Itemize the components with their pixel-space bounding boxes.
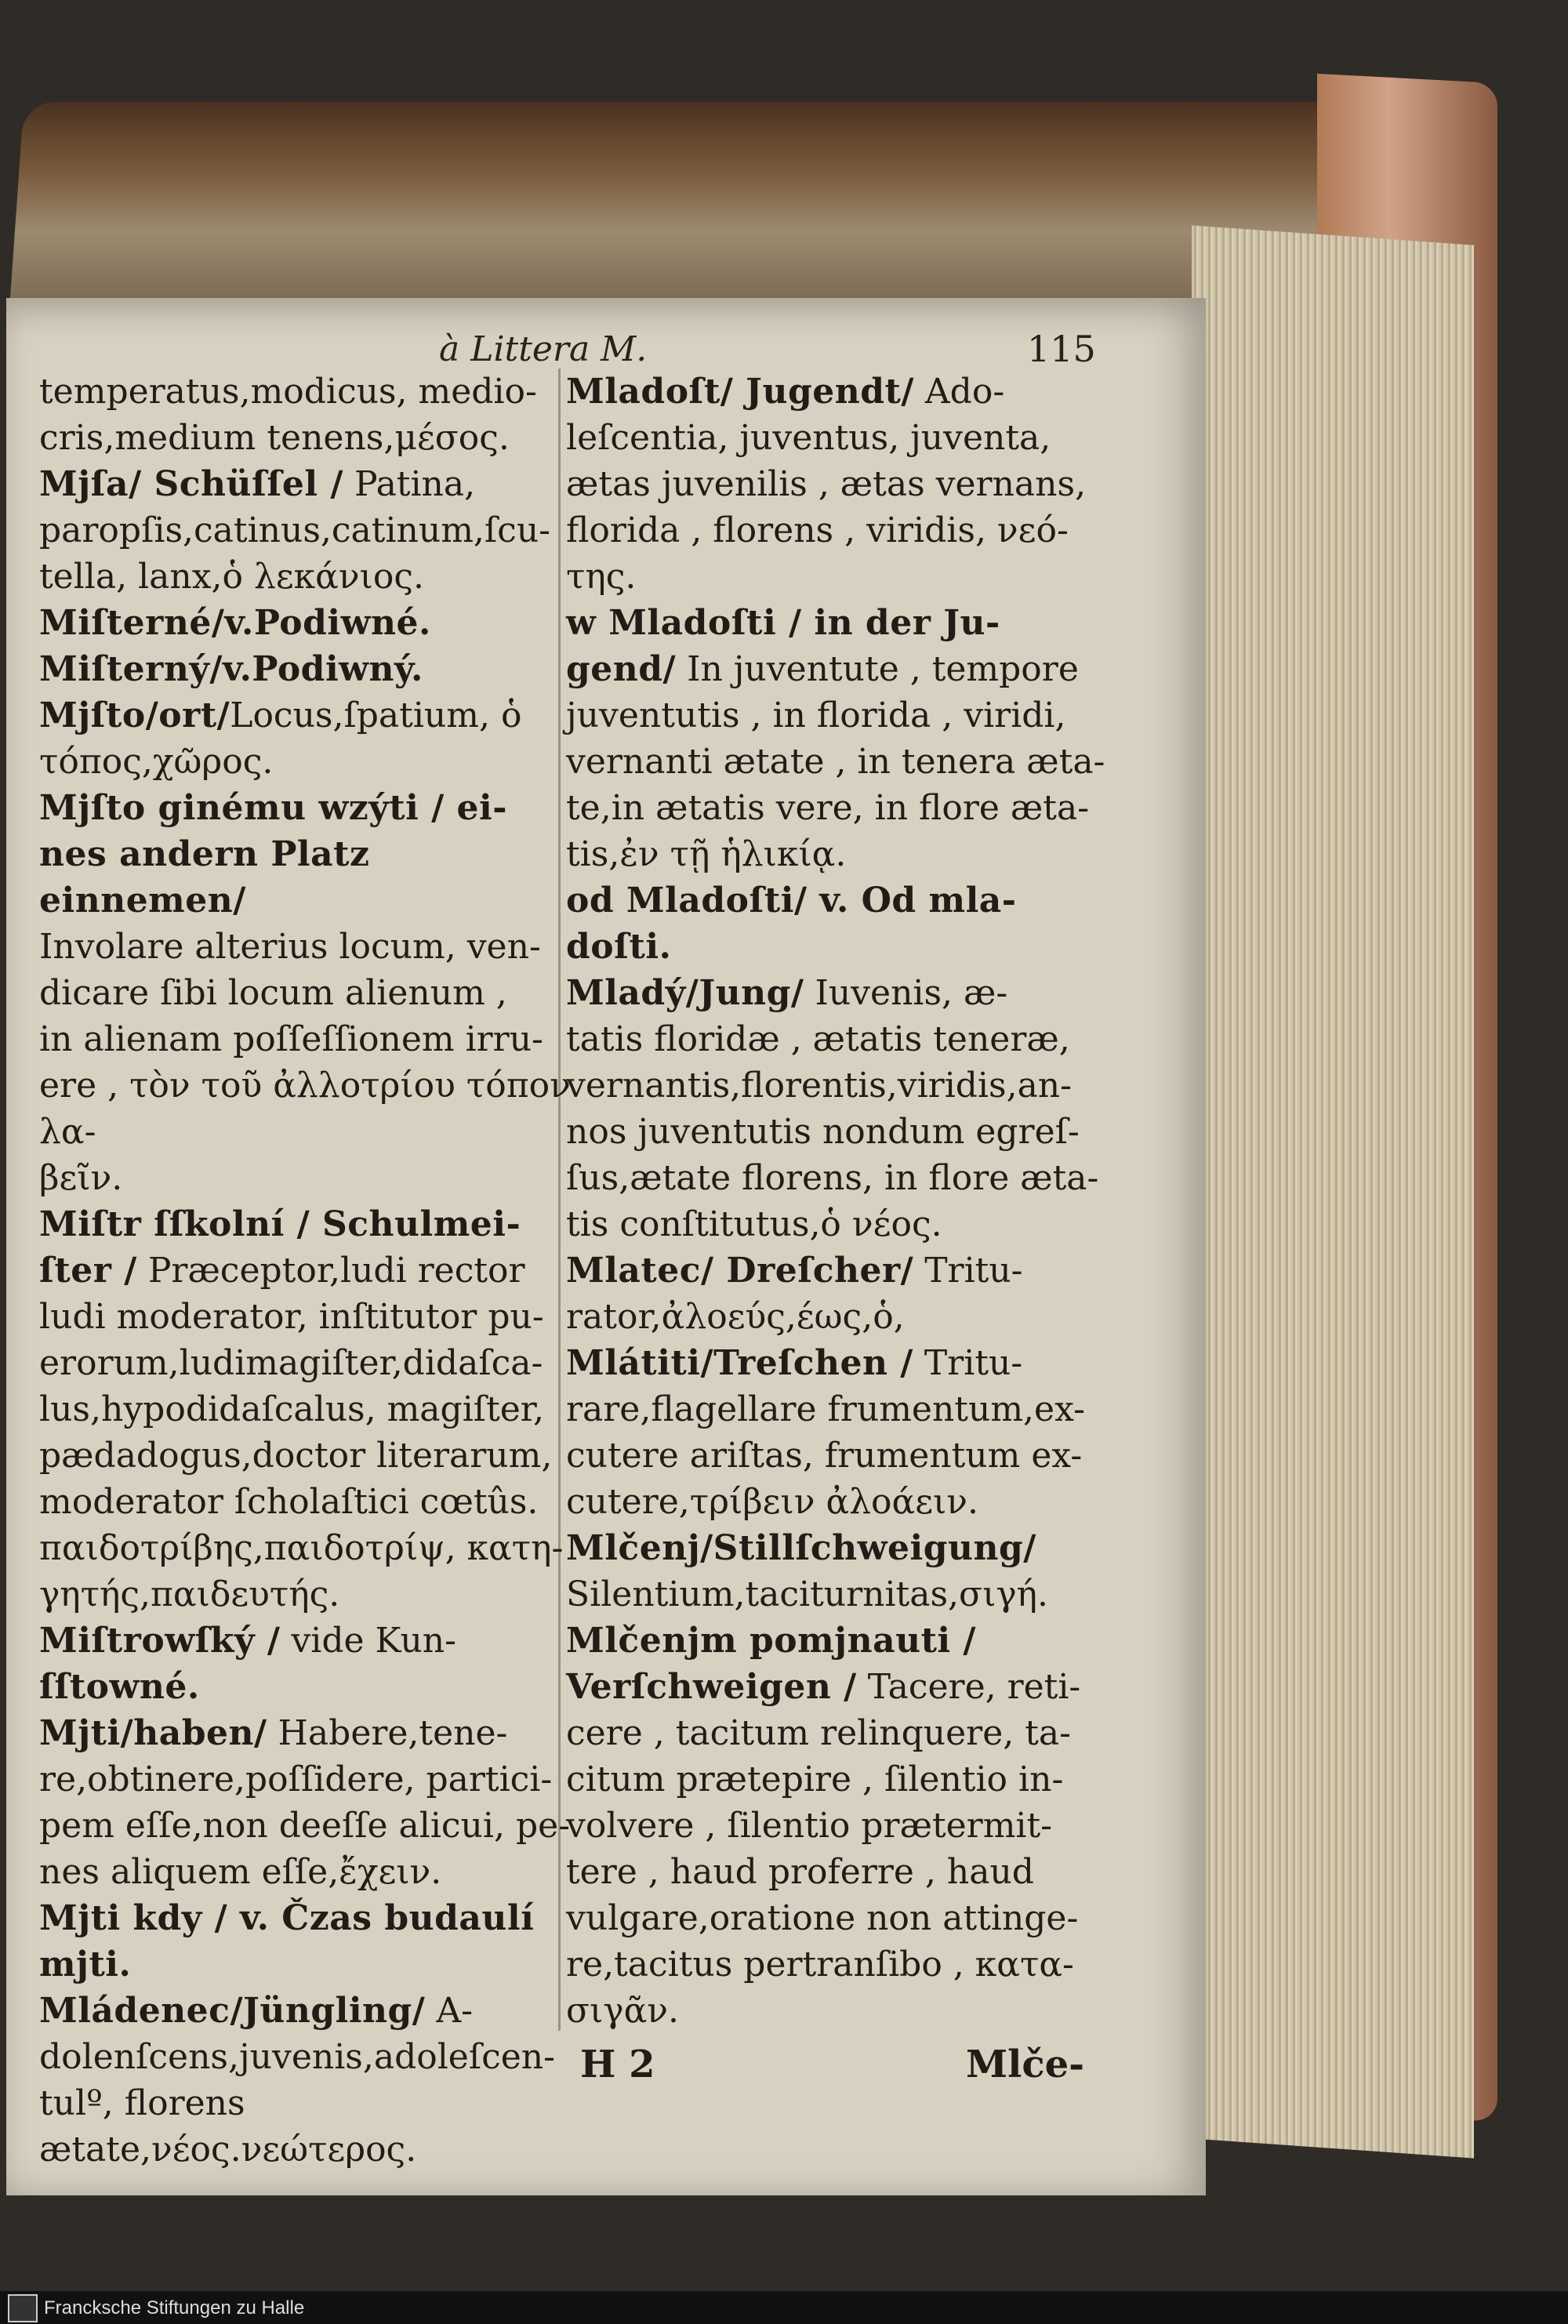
headword: Miſtrowſký /: [39, 1621, 281, 1661]
headword: Mlátiti/Treſchen /: [566, 1343, 913, 1383]
definition-text: tulº, florens ætate,νέος.νεώτερος.: [39, 2083, 417, 2170]
text-line: [39, 1571, 572, 1618]
definition-text: ere , τὸν τοῦ ἀλλοτρίου τόπον λα-: [39, 1066, 571, 1152]
text-line: [39, 1895, 572, 1941]
headword: Mlatec/ Dreſcher/: [566, 1251, 914, 1291]
headword: Mládenec/Jüngling/: [39, 1991, 426, 2031]
text-line: [566, 554, 1107, 600]
headword: Mjti kdy / v. Čzas budaulí: [39, 1898, 535, 1938]
definition-text: florida , florens , viridis, νεό-: [566, 510, 1069, 550]
text-line: [566, 692, 1107, 739]
text-line: [566, 1247, 1107, 1294]
text-line: [39, 1618, 572, 1664]
headword: Mlčenjm pomjnauti /: [566, 1621, 976, 1661]
text-line: [566, 1988, 1107, 2034]
right-column: [566, 369, 1107, 2034]
text-line: [566, 1664, 1107, 1710]
text-line: [39, 924, 572, 970]
text-line: [566, 415, 1107, 461]
text-line: [566, 1756, 1107, 1803]
text-line: [566, 369, 1107, 415]
text-line: [39, 1155, 572, 1201]
text-line: [39, 1525, 572, 1571]
text-line: [566, 461, 1107, 507]
text-line: [566, 1155, 1107, 1201]
text-line: [39, 970, 572, 1016]
text-line: [566, 1201, 1107, 1247]
headword: doſti.: [566, 927, 672, 967]
text-line: [566, 1340, 1107, 1386]
text-line: [39, 1433, 572, 1479]
definition-text: In juventute , tempore: [676, 649, 1079, 689]
text-line: [39, 1849, 572, 1895]
definition-text: te,in ætatis vere, in flore æta-: [566, 788, 1090, 828]
definition-text: ſus,ætate florens, in flore æta-: [566, 1158, 1099, 1198]
text-line: [39, 646, 572, 692]
text-line: [39, 554, 572, 600]
text-line: [39, 1386, 572, 1433]
text-line: [566, 785, 1107, 831]
left-column: [39, 369, 572, 2173]
text-line: [566, 831, 1107, 877]
definition-text: moderator ſcholaſtici cœtûs.: [39, 1482, 539, 1522]
text-line: [566, 507, 1107, 554]
definition-text: cere , tacitum relinquere, ta-: [566, 1713, 1071, 1753]
text-line: [39, 1803, 572, 1849]
text-line: [39, 1201, 572, 1247]
text-line: [566, 1618, 1107, 1664]
definition-text: Habere,tene-: [267, 1713, 508, 1753]
definition-text: vernanti ætate , in tenera æta-: [566, 742, 1105, 782]
definition-text: Præceptor,ludi rector: [136, 1251, 525, 1291]
text-line: [39, 785, 572, 831]
text-line: [566, 600, 1107, 646]
library-logo-icon: [8, 2294, 38, 2322]
text-line: [39, 1756, 572, 1803]
definition-text: rator,ἀλοεύς,έως,ὁ,: [566, 1297, 905, 1337]
headword: ſſtowné.: [39, 1667, 200, 1707]
text-line: [39, 831, 572, 924]
definition-text: citum prætерire , ſilentio in-: [566, 1759, 1064, 1799]
text-line: [566, 1710, 1107, 1756]
text-line: [39, 692, 572, 785]
definition-text: vernantis,florentis,viridis,an-: [566, 1066, 1073, 1106]
headword: Mjſa/ Schüſſel /: [39, 464, 343, 504]
headword: Miſterné/v.Podiwné.: [39, 603, 431, 643]
definition-text: nos juventutis nondum egreſ-: [566, 1112, 1080, 1152]
text-line: [39, 2034, 572, 2080]
text-line: [39, 600, 572, 646]
footer-credit: Francksche Stiftungen zu Halle: [44, 2297, 305, 2319]
text-line: [566, 877, 1107, 924]
text-line: [566, 1016, 1107, 1062]
definition-text: dolenſcens,juvenis,adoleſcen-: [39, 2037, 556, 2077]
headword: od Mladoſti/ v. Od mla-: [566, 881, 1017, 921]
definition-text: lus,hypodidaſcalus, magiſter,: [39, 1389, 544, 1429]
definition-text: juventutis , in florida , viridi,: [566, 695, 1066, 735]
definition-text: βεῖν.: [39, 1158, 123, 1198]
page-stack-edge: [1192, 225, 1474, 2158]
definition-text: A-: [425, 1991, 473, 2031]
text-line: [566, 1941, 1107, 1988]
text-line: [39, 1664, 572, 1710]
definition-text: tella, lanx,ὁ λεκάνιος.: [39, 557, 425, 597]
text-line: [39, 369, 572, 415]
definition-text: της.: [566, 557, 637, 597]
headword: Mlčenj/Stillſchweigung/: [566, 1528, 1036, 1568]
definition-text: Ado-: [913, 372, 1005, 412]
text-line: [566, 1525, 1107, 1571]
text-line: [39, 1340, 572, 1386]
text-line: [39, 2080, 572, 2173]
text-line: [39, 1294, 572, 1340]
definition-text: nes aliquem eſſe,ἔχειν.: [39, 1852, 442, 1892]
definition-text: tis,ἐν τῇ ἡλικίᾳ.: [566, 834, 847, 874]
definition-text: Tacere, reti-: [856, 1667, 1081, 1707]
definition-text: tatis floridæ , ætatis teneræ,: [566, 1019, 1070, 1059]
headword: gend/: [566, 649, 677, 689]
definition-text: cutere ariſtas, frumentum ex-: [566, 1436, 1083, 1476]
definition-text: ætas juvenilis , ætas vernans,: [566, 464, 1087, 504]
definition-text: Silentium,taciturnitas,σιγή.: [566, 1574, 1048, 1614]
text-line: [39, 1941, 572, 1988]
definition-text: volvere , ſilentio prætermit-: [566, 1806, 1053, 1846]
text-line: [39, 461, 572, 554]
text-line: [566, 1895, 1107, 1941]
headword: Mladoſt/ Jugendt/: [566, 372, 914, 412]
headword: Miſtr ſſkolní / Schulmei-: [39, 1204, 521, 1244]
text-line: [566, 646, 1107, 692]
text-line: [566, 1294, 1107, 1340]
headword: Mladý/Jung/: [566, 973, 804, 1013]
headword: Miſterný/v.Podiwný.: [39, 649, 423, 689]
text-line: [39, 1988, 572, 2034]
signature-mark: H 2: [580, 2043, 655, 2086]
running-head: à Littera M.: [439, 329, 648, 369]
text-line: [566, 924, 1107, 970]
definition-text: pem eſſe,non deeſſe alicui, pe-: [39, 1806, 571, 1846]
text-line: [39, 1247, 572, 1294]
definition-text: leſcentia, juventus, juventa,: [566, 418, 1051, 458]
text-line: [39, 1016, 572, 1062]
definition-text: tis conſtitutus,ὁ νέος.: [566, 1204, 942, 1244]
definition-text: Tritu-: [913, 1251, 1023, 1291]
definition-text: rare,flagellare frumentum,ex-: [566, 1389, 1085, 1429]
headword: nes andern Platz einnemen/: [39, 834, 370, 921]
definition-text: Patina, paropſis,catinus,catinum,ſcu-: [39, 464, 551, 550]
headword: mjti.: [39, 1945, 132, 1984]
text-line: [566, 1479, 1107, 1525]
headword: Mjti/haben/: [39, 1713, 267, 1753]
text-line: [566, 1571, 1107, 1618]
page-number: 115: [1027, 328, 1096, 370]
text-line: [566, 739, 1107, 785]
text-line: [39, 1710, 572, 1756]
definition-text: γητής,παιδευτής.: [39, 1574, 340, 1614]
definition-text: erorum,ludimagiſter,didaſca-: [39, 1343, 543, 1383]
definition-text: cris,medium tenens,μέσος.: [39, 418, 510, 458]
definition-text: vulgare,oratione non attinge-: [566, 1898, 1079, 1938]
text-line: [566, 1849, 1107, 1895]
text-line: [39, 415, 572, 461]
text-line: [566, 970, 1107, 1016]
definition-text: re,obtinere,poſſidere, partici-: [39, 1759, 553, 1799]
definition-text: tere , haud proferre , haud: [566, 1852, 1034, 1892]
definition-text: in alienam poſſeſſionem irru-: [39, 1019, 543, 1059]
definition-text: re,tacitus pertranſibo , κατα-: [566, 1945, 1074, 1984]
definition-text: cutere,τρίβειν ἀλοάειν.: [566, 1482, 979, 1522]
definition-text: vide Kun-: [280, 1621, 457, 1661]
definition-text: Tritu-: [913, 1343, 1023, 1383]
headword: w Mladoſti / in der Ju-: [566, 603, 1000, 643]
headword: Mjſto/ort/: [39, 695, 230, 735]
text-line: [566, 1433, 1107, 1479]
text-line: [39, 1062, 572, 1155]
text-line: [566, 1803, 1107, 1849]
headword: Mjſto ginému wzýti / ei-: [39, 788, 508, 828]
definition-text: ludi moderator, inſtitutor pu-: [39, 1297, 544, 1337]
catchword: Mlče-: [966, 2043, 1085, 2086]
definition-text: Locus,ſpatium, ὁ τόπος,χῶρος.: [39, 695, 522, 782]
text-line: [566, 1386, 1107, 1433]
text-line: [566, 1062, 1107, 1109]
headword: ſter /: [39, 1251, 137, 1291]
text-line: [566, 1109, 1107, 1155]
definition-text: temperatus,modicus, medio-: [39, 372, 537, 412]
definition-text: σιγᾶν.: [566, 1991, 680, 2031]
headword: Verſchweigen /: [566, 1667, 857, 1707]
definition-text: pædadogus,doctor literarum,: [39, 1436, 553, 1476]
definition-text: dicare ſibi locum alienum ,: [39, 973, 507, 1013]
definition-text: Involare alterius locum, ven-: [39, 927, 541, 967]
text-line: [39, 1479, 572, 1525]
definition-text: Iuvenis, æ-: [804, 973, 1008, 1013]
definition-text: παιδοτρίβης,παιδοτρίψ, κατη-: [39, 1528, 564, 1568]
